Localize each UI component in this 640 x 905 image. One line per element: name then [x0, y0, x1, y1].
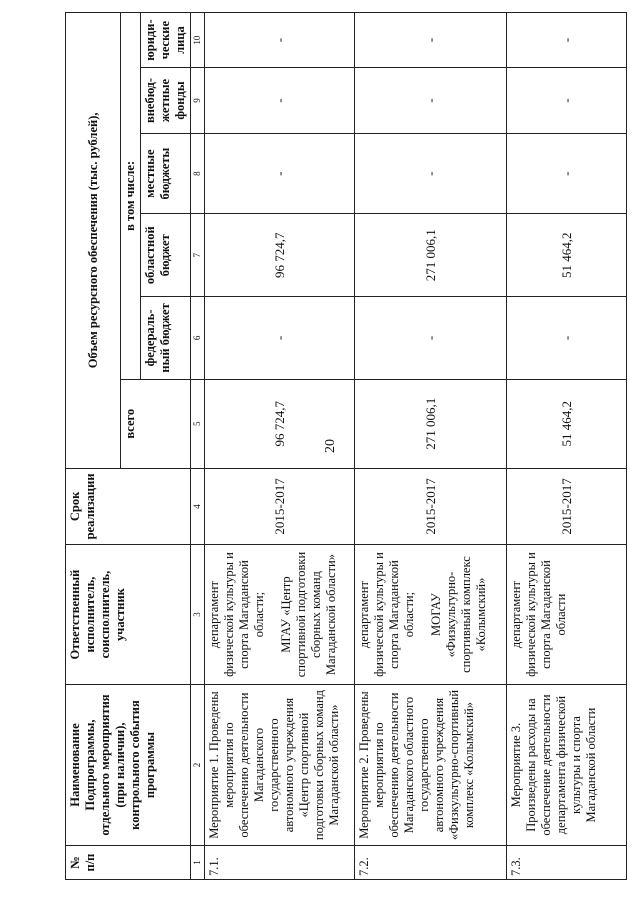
row-legal: -: [355, 13, 507, 68]
row-offbudget: -: [507, 68, 627, 134]
resource-table: [65, 12, 627, 880]
header-row-1: [66, 13, 121, 880]
row-executor-main: департамент физической культуры и спорта Магаданской области;: [207, 552, 266, 677]
row-local: -: [355, 133, 507, 214]
table-row: [205, 13, 355, 880]
colnum-7: 7: [191, 214, 205, 297]
row-regional: 51 464,2: [507, 214, 627, 297]
header-term: Срок реализации: [66, 468, 191, 544]
row-federal: -: [355, 297, 507, 380]
header-volume: Объем ресурсного обеспечения (тыс. рублей),: [66, 13, 121, 469]
table-row: [507, 13, 627, 880]
row-executor-participant: МОГАУ «Физкультурно-спортивный комплекс «Колымский»: [429, 556, 488, 673]
row-total: 271 006,1: [355, 379, 507, 468]
row-executor-main: департамент физической культуры и спорта Магаданской области;: [357, 552, 416, 677]
header-federal: федераль-ный бюджет: [141, 297, 191, 380]
row-regional: 271 006,1: [355, 214, 507, 297]
row-number: 7.1.: [205, 846, 355, 880]
row-number: 7.3.: [507, 846, 627, 880]
header-name: Наименование Подпрограммы, отдельного мероприятия (при наличии), контрольного события программы: [66, 685, 191, 846]
row-federal: -: [507, 297, 627, 380]
row-total: 96 724,7: [205, 379, 355, 468]
rotated-table-container: [65, 12, 625, 880]
column-number-row: [191, 13, 205, 880]
colnum-4: 4: [191, 468, 205, 544]
row-term: 2015-2017: [507, 468, 627, 544]
row-name: Мероприятие 3. Произведены расходы на обеспечение деятельности департамента физической культуры и спорта Магаданской области: [507, 685, 627, 846]
row-term: 2015-2017: [355, 468, 507, 544]
row-number: 7.2.: [355, 846, 507, 880]
colnum-10: 10: [191, 13, 205, 68]
row-legal: -: [205, 13, 355, 68]
colnum-9: 9: [191, 68, 205, 134]
colnum-3: 3: [191, 545, 205, 685]
header-exec: Ответственный исполнитель, соисполнитель, участник: [66, 545, 191, 685]
row-executor: [507, 545, 627, 685]
row-offbudget: -: [205, 68, 355, 134]
header-num: № п/п: [66, 846, 191, 880]
colnum-1: 1: [191, 846, 205, 880]
header-legal: юриди-ческие лица: [141, 13, 191, 68]
header-total: всего: [121, 379, 191, 468]
header-offbudget: внебюд-жетные фонды: [141, 68, 191, 134]
row-name: Мероприятие 1. Проведены мероприятия по обеспечению деятельности Магаданского государственного автономного учреждения «Центр спортивной подготовки сборных команд Магаданской области»: [205, 685, 355, 846]
row-executor-participant: МГАУ «Центр спортивной подготовки сборных команд Магаданской области»: [279, 551, 338, 678]
row-executor: [205, 545, 355, 685]
header-incl: в том числе:: [121, 13, 141, 380]
row-legal: -: [507, 13, 627, 68]
colnum-5: 5: [191, 379, 205, 468]
header-regional: областной бюджет: [141, 214, 191, 297]
colnum-8: 8: [191, 133, 205, 214]
row-executor-main: департамент физической культуры и спорта Магаданской области: [509, 552, 568, 677]
row-federal: -: [205, 297, 355, 380]
row-name: Мероприятие 2. Проведены мероприятия по обеспечению деятельности Магаданского областного государственного автономного учреждения «Физкультурно-спортивный комплекс «Колымский»: [355, 685, 507, 846]
row-term: 2015-2017: [205, 468, 355, 544]
page-number: 20: [323, 439, 338, 453]
colnum-2: 2: [191, 685, 205, 846]
row-regional: 96 724,7: [205, 214, 355, 297]
table-row: [355, 13, 507, 880]
header-local: местные бюджеты: [141, 133, 191, 214]
colnum-6: 6: [191, 297, 205, 380]
row-local: -: [205, 133, 355, 214]
row-local: -: [507, 133, 627, 214]
row-executor: [355, 545, 507, 685]
row-offbudget: -: [355, 68, 507, 134]
row-total: 51 464,2: [507, 379, 627, 468]
